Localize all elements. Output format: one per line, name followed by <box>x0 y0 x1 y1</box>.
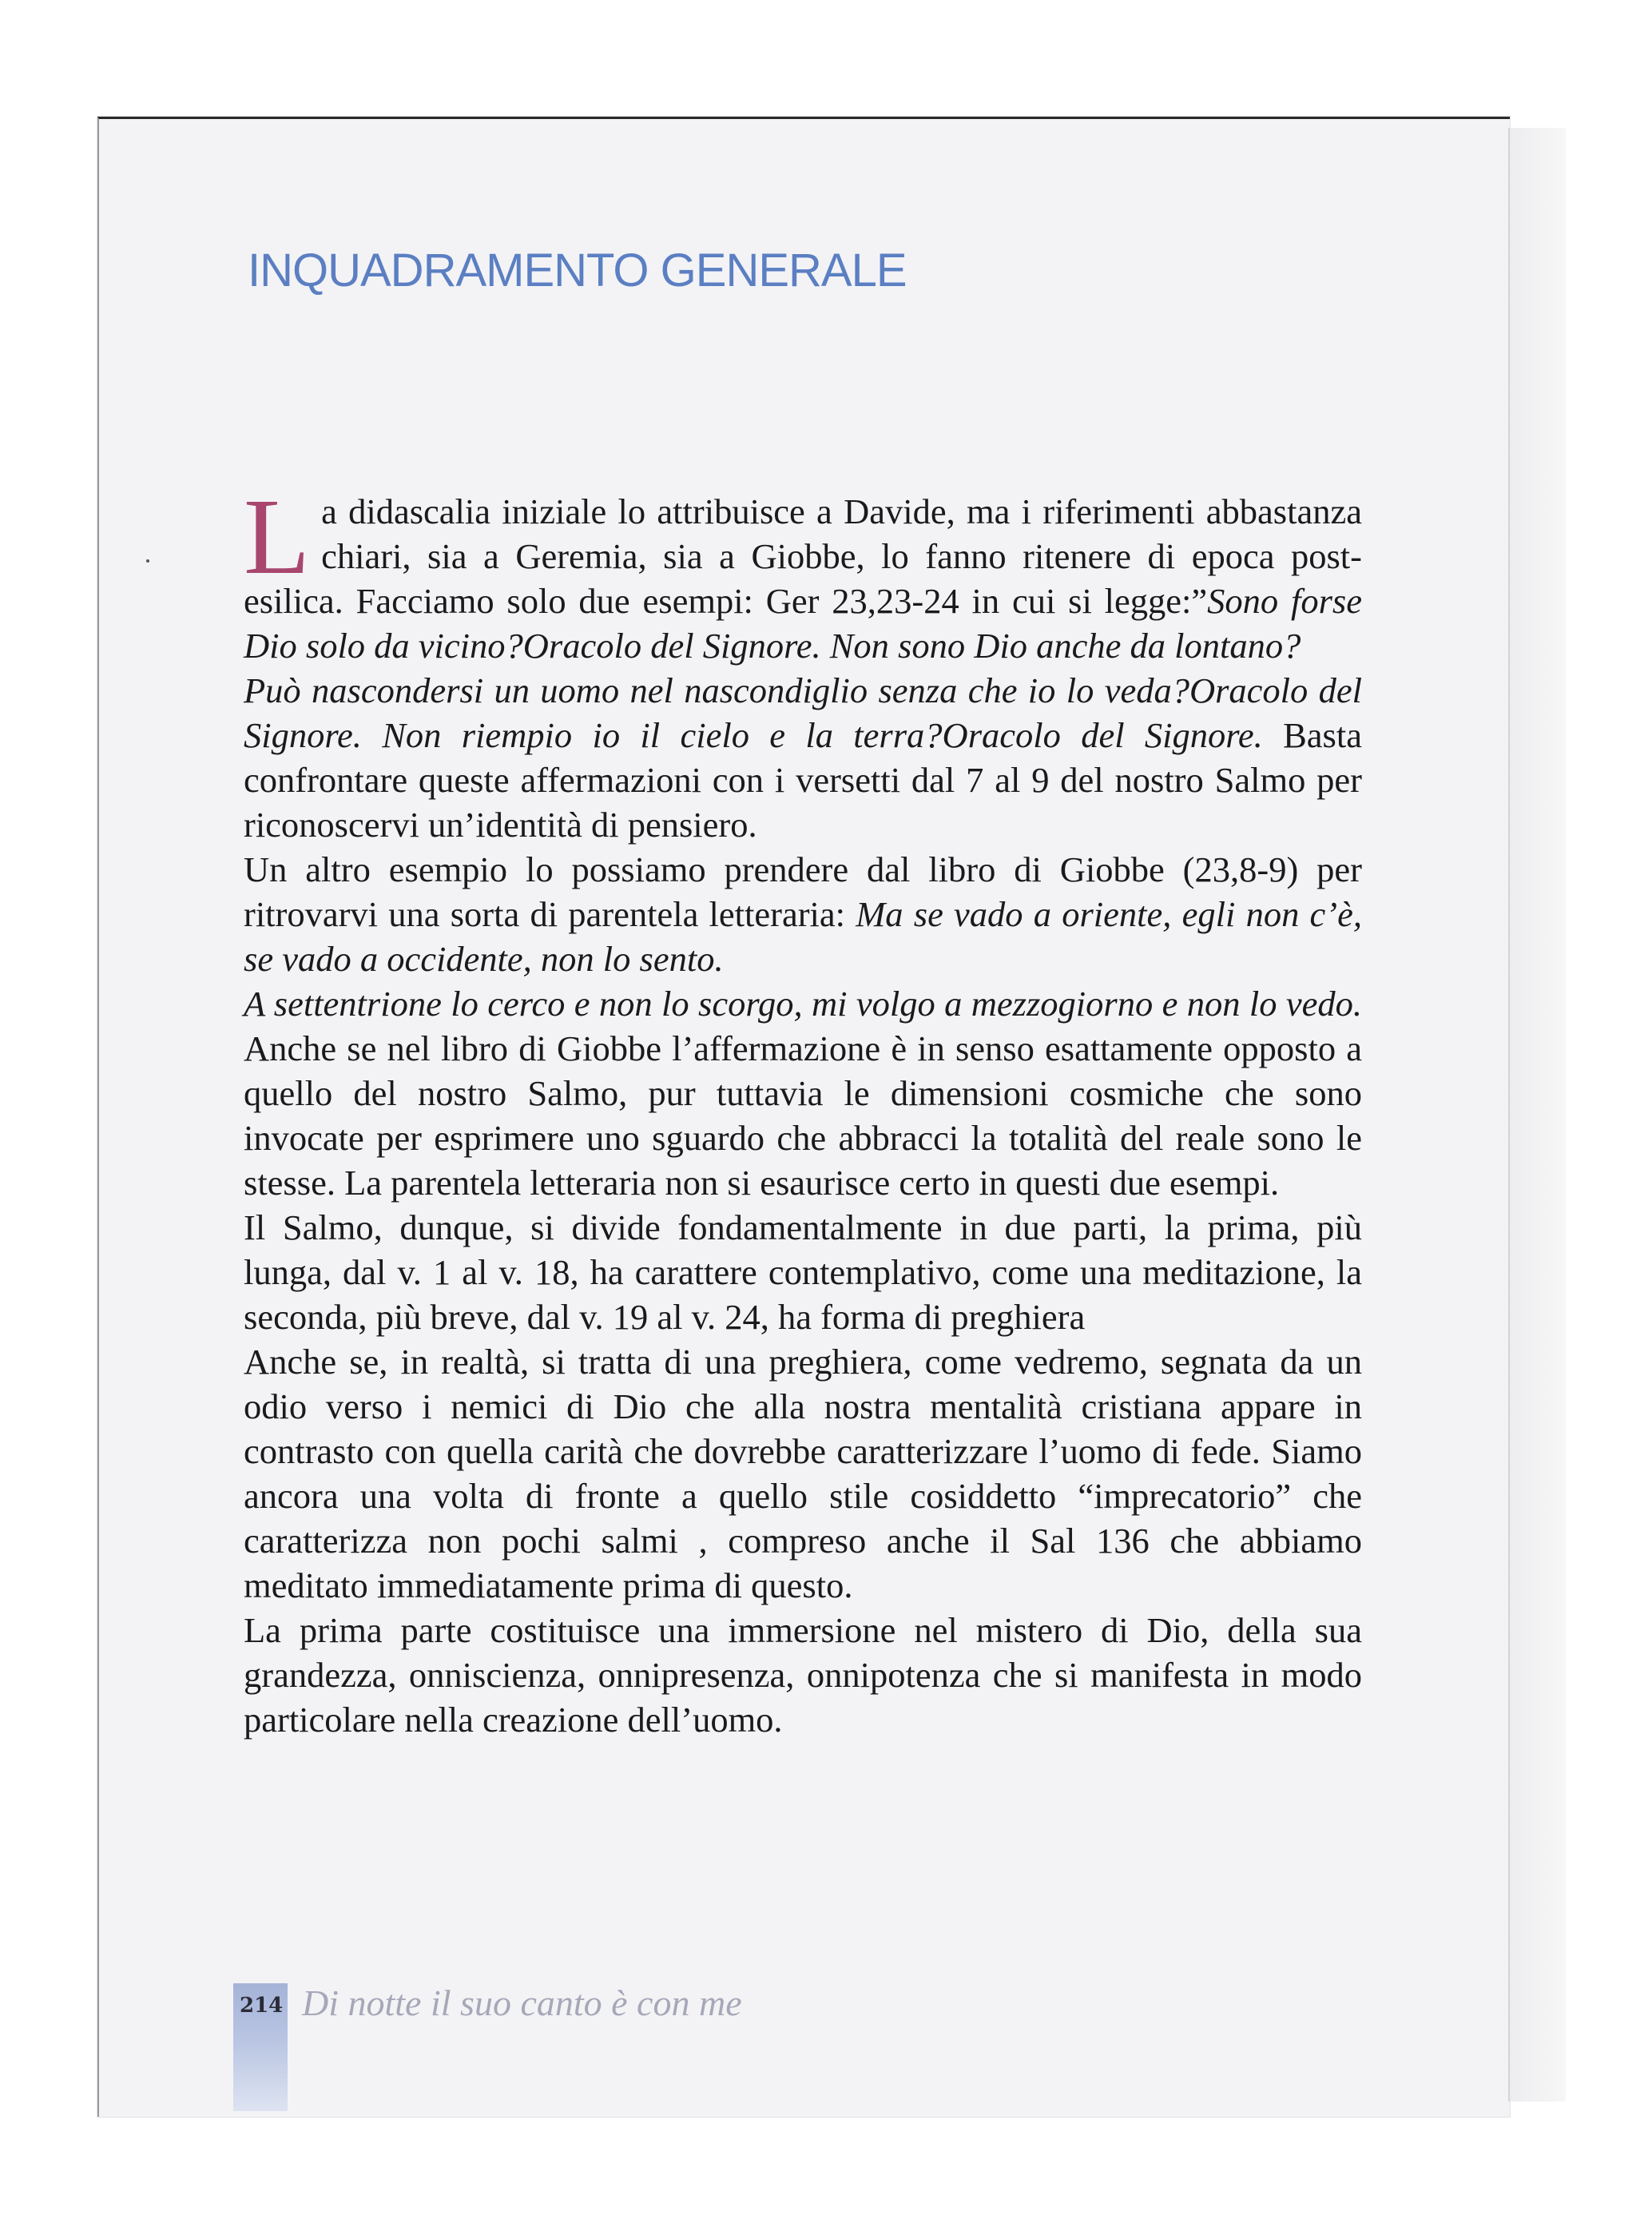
quote-jeremiah-1: Sono forse Dio solo da vicino?Oracolo del Signore. Non sono Dio anche da lontano? <box>244 581 1362 666</box>
paragraph-3-text: Un altro esempio lo possiamo prendere dal libro di Giobbe (23,8-9) per ritrovarvi una sorta di parentela letteraria: <box>244 849 1362 934</box>
page-number: 214 <box>240 1994 284 2018</box>
facing-page-edge <box>1508 128 1566 2102</box>
quote-job-1: Ma se vado a oriente, egli non c’è, se vado a occidente, non lo sento. <box>244 894 1362 979</box>
drop-cap: L <box>244 477 311 597</box>
paragraph-1-text: a didascalia iniziale lo attribuisce a Davide, ma i riferimenti abbastanza chiari, sia a Geremia, sia a Giobbe, lo fanno ritenere di epoca post-esilica. Facciamo solo due esempi: Ger 23,23-24 in cui si legge:” <box>244 491 1362 621</box>
quote-jeremiah-2: Può nascondersi un uomo nel nascondiglio senza che io lo veda?Oracolo del Signore. Non riempio io il cielo e la terra?Oracolo del Signore. <box>244 670 1362 755</box>
paragraph-2-text: Basta confrontare queste affermazioni con i versetti dal 7 al 9 del nostro Salmo per riconoscervi un’identità di pensiero. <box>244 715 1362 845</box>
running-title: Di notte il suo canto è con me <box>302 1982 742 2023</box>
paragraph-2 <box>244 668 1362 847</box>
paragraph-4 <box>244 981 1362 1205</box>
paragraph-6: Anche se, in realtà, si tratta di una preghiera, come vedremo, segnata da un odio verso i nemici di Dio che alla nostra mentalità cristiana appare in contrasto con quella carità che dovrebbe caratterizzare l’uomo di fede. Siamo ancora una volta di fronte a quello stile cosiddetto “imprecatorio” che caratterizza non pochi salmi , compreso anche il Sal 136 che abbiamo meditato immediatamente prima di questo. <box>244 1342 1362 1605</box>
paragraph-7: La prima parte costituisce una immersione nel mistero di Dio, della sua grandezza, onniscienza, onnipresenza, onnipotenza che si manifesta in modo particolare nella creazione dell’uomo. <box>244 1610 1362 1740</box>
paragraph-5: Il Salmo, dunque, si divide fondamentalmente in due parti, la prima, più lunga, dal v. 1 al v. 18, ha carattere contemplativo, come una meditazione, la seconda, più breve, dal v. 19 al v. 24, ha forma di preghiera <box>244 1207 1362 1337</box>
quote-job-2: A settentrione lo cerco e non lo scorgo, mi volgo a mezzogiorno e non lo vedo. <box>244 984 1362 1024</box>
body-text <box>244 477 1362 1742</box>
paragraph-3 <box>244 847 1362 981</box>
paragraph-4-text: Anche se nel libro di Giobbe l’affermazione è in senso esattamente opposto a quello del nostro Salmo, pur tuttavia le dimensioni cosmiche che sono invocate per esprimere uno sguardo che abbracci la totalità del reale sono le stesse. La parentela letteraria non si esaurisce certo in questi due esempi. <box>244 1028 1362 1203</box>
section-heading: INQUADRAMENTO GENERALE <box>248 245 907 296</box>
margin-mark <box>146 559 149 563</box>
paragraph-1 <box>244 477 1362 668</box>
